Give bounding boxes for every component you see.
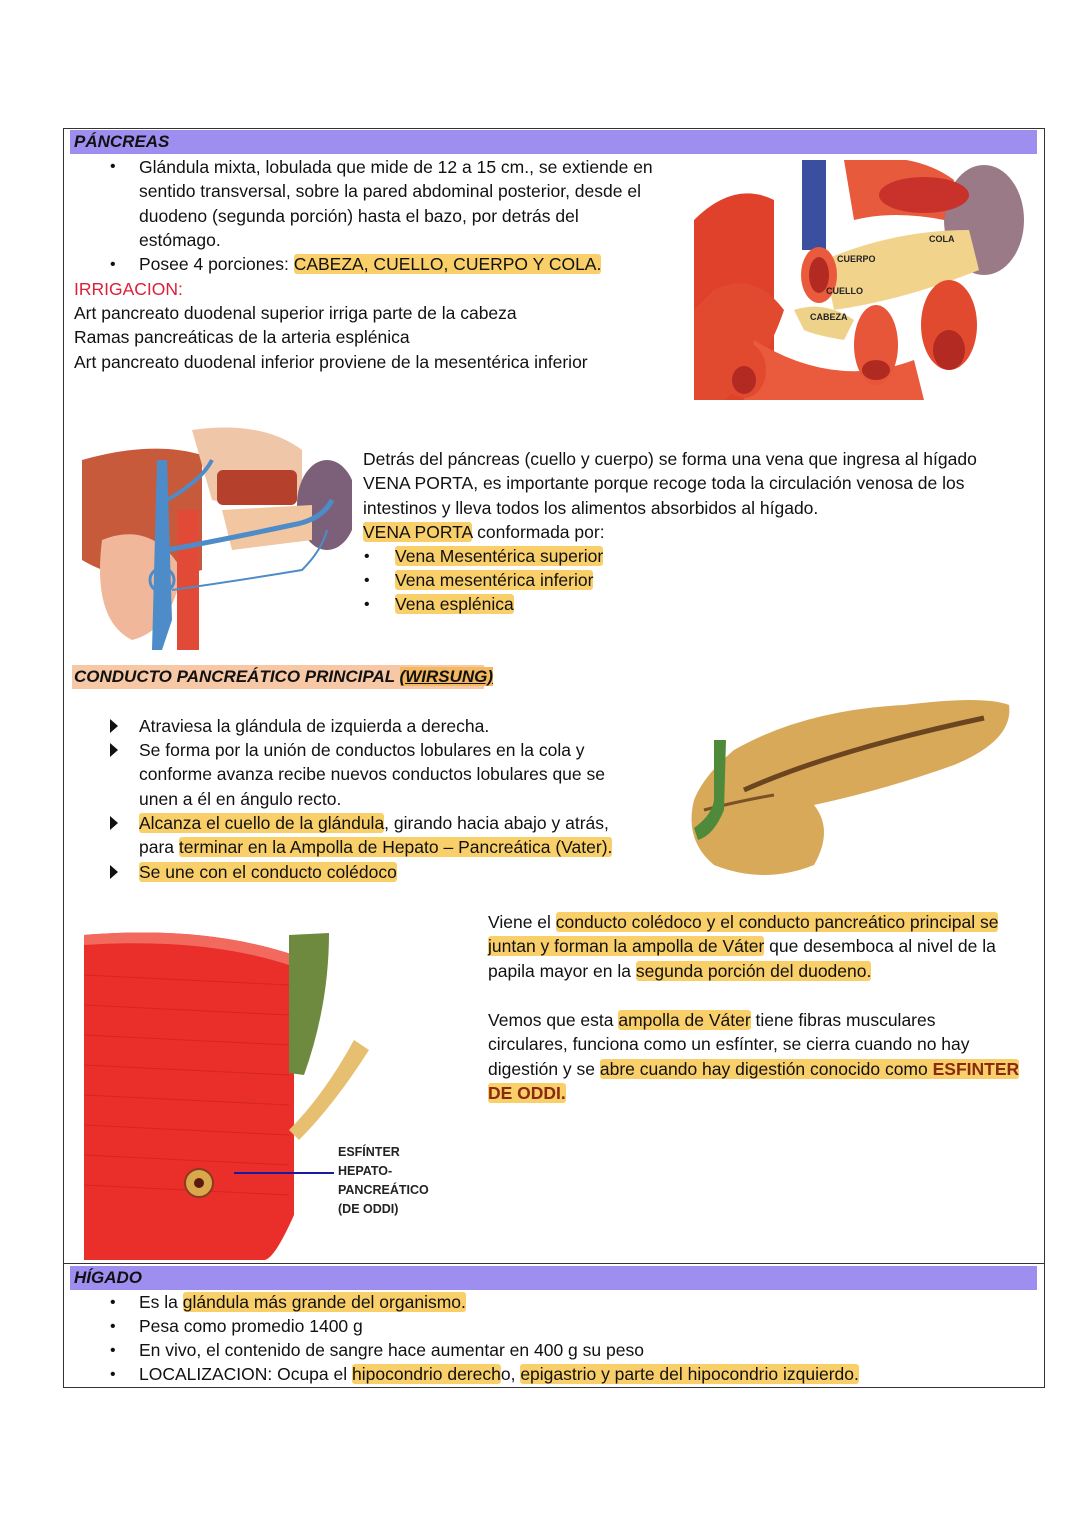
label-cabeza: CABEZA (810, 312, 848, 322)
highlight-text: juntan y forman la ampolla de Váter (488, 936, 765, 957)
triangle-bullet-icon (110, 719, 118, 738)
text-line: Glándula mixta, lobulada que mide de 12 a 15 cm., se extiende en (139, 157, 653, 177)
text-line (488, 934, 998, 958)
text-line (488, 1081, 1019, 1105)
highlight-text: conducto colédoco y el conducto pancreático principal se (555, 912, 999, 932)
highlight-text: glándula más grande del organismo. (182, 1292, 466, 1312)
vater-paragraph-1 (488, 910, 998, 983)
text-line (139, 835, 612, 859)
label-cuello: CUELLO (826, 286, 863, 296)
text: LOCALIZACION: Ocupa el (139, 1364, 352, 1384)
text: Viene el (488, 912, 556, 932)
text: o, (500, 1364, 521, 1384)
higado-bullet4 (139, 1362, 859, 1386)
wirsung-title (74, 665, 493, 689)
section-divider (63, 1263, 1045, 1264)
text-line: HEPATO- (338, 1164, 393, 1178)
irrigation-list (74, 301, 588, 374)
text-line: Art pancreato duodenal superior irriga parte de la cabeza (74, 303, 517, 323)
text: , girando hacia abajo y atrás, (384, 813, 609, 833)
portal-vein-image (72, 420, 352, 650)
text-line: intestinos y lleva todos los alimentos absorbidos al hígado. (363, 497, 819, 518)
text-line: Ramas pancreáticas de la arteria esplénica (74, 327, 410, 348)
text-line: ESFÍNTER (338, 1145, 400, 1159)
higado-bullet3: En vivo, el contenido de sangre hace aumentar en 400 g su peso (139, 1340, 644, 1360)
pancreatic-duct-image (684, 690, 1014, 885)
text-line: Art pancreato duodenal inferior proviene de la mesentérica inferior (74, 351, 588, 372)
vena-porta-item (395, 592, 514, 616)
text: CONDUCTO PANCREÁTICO PRINCIPAL (74, 667, 400, 686)
text-line (488, 959, 998, 983)
highlight-text: Alcanza el cuello de la glándula (139, 813, 385, 833)
bold-text: DE ODDI. (488, 1082, 566, 1103)
vater-paragraph-2 (488, 1008, 1019, 1105)
highlight-text: Vena Mesentérica superior (395, 546, 604, 566)
text: papila mayor en la (488, 960, 636, 981)
bullet-icon: • (110, 1294, 116, 1311)
text-line: Se forma por la unión de conductos lobulares en la cola y (139, 740, 585, 760)
pancreas-header-bar (70, 130, 1037, 154)
text-line: conforme avanza recibe nuevos conductos lobulares que se (139, 764, 605, 785)
wirsung-bullet3 (139, 811, 612, 860)
text: digestión y se (488, 1058, 600, 1079)
text: conformada por: (472, 521, 605, 542)
highlight-text: Vena mesentérica inferior (395, 570, 594, 590)
text-line (488, 1008, 1019, 1032)
text-line: Detrás del páncreas (cuello y cuerpo) se forma una vena que ingresa al hígado (363, 449, 977, 469)
sphincter-of-oddi-image (84, 925, 434, 1260)
higado-bullet2: Pesa como promedio 1400 g (139, 1316, 363, 1336)
highlight-text: Se une con el conducto colédoco (139, 862, 397, 882)
bullet-icon: • (364, 572, 370, 589)
higado-header-bar (70, 1266, 1037, 1290)
bullet-icon: • (364, 548, 370, 565)
highlight-text: (WIRSUNG) (399, 667, 494, 686)
highlight-text: epigastrio y parte del hipocondrio izquierdo. (520, 1364, 859, 1384)
pancreas-bullet2 (139, 252, 601, 276)
bullet-icon: • (110, 1318, 116, 1335)
irrigation-label: IRRIGACION: (74, 279, 183, 299)
highlight-text: ampolla de Váter (618, 1010, 751, 1030)
text: Posee 4 porciones: (139, 254, 294, 274)
text: abre cuando hay digestión conocido como (599, 1058, 933, 1079)
triangle-bullet-icon (110, 816, 118, 835)
highlight-text: CABEZA, CUELLO, CUERPO Y COLA. (293, 254, 602, 274)
wirsung-bullet2 (139, 738, 605, 811)
oddi-label (338, 1143, 429, 1219)
text-line: estómago. (139, 229, 221, 250)
highlight-text: VENA PORTA (363, 521, 473, 542)
text-line (363, 520, 977, 544)
pancreas-anatomy-image (694, 160, 1026, 400)
vena-porta-item (395, 544, 603, 568)
text-line: circulares, funciona como un esfínter, se cierra cuando no hay (488, 1034, 970, 1055)
text-line: unen a él en ángulo recto. (139, 788, 342, 809)
bullet-icon: • (364, 596, 370, 613)
bullet-icon: • (110, 158, 116, 175)
bullet-icon: • (110, 1342, 116, 1359)
text: para (139, 837, 179, 858)
text-line: VENA PORTA, es importante porque recoge toda la circulación venosa de los (363, 473, 965, 494)
text: tiene fibras musculares (750, 1010, 936, 1030)
wirsung-bullet1: Atraviesa la glándula de izquierda a derecha. (139, 716, 490, 736)
bullet-icon: • (110, 256, 116, 273)
triangle-bullet-icon (110, 743, 118, 762)
label-cola: COLA (929, 234, 955, 244)
text-line (488, 910, 998, 934)
text-line (488, 1057, 1019, 1081)
higado-title: HÍGADO (74, 1268, 142, 1287)
highlight-text: segunda porción del duodeno. (635, 960, 872, 981)
highlight-text: terminar en la Ampolla de Hepato – Pancreática (Vater). (178, 837, 613, 858)
text-line: sentido transversal, sobre la pared abdominal posterior, desde el (139, 181, 641, 202)
highlight-text (600, 1059, 1019, 1079)
text: Vemos que esta (488, 1010, 619, 1030)
pancreas-bullet1 (139, 155, 653, 252)
highlight-text: Vena esplénica (395, 594, 514, 614)
bold-text: ESFINTER (932, 1058, 1020, 1079)
bullet-icon: • (110, 1366, 116, 1383)
text: Es la (139, 1292, 183, 1312)
vena-porta-description (363, 447, 977, 544)
text-line (139, 811, 612, 835)
pancreas-title: PÁNCREAS (74, 132, 170, 151)
highlight-text: hipocondrio derech (352, 1364, 501, 1384)
text-line: (DE ODDI) (338, 1202, 399, 1216)
triangle-bullet-icon (110, 865, 118, 884)
text-line: PANCREÁTICO (338, 1183, 429, 1197)
text-line: duodeno (segunda porción) hasta el bazo, por detrás del (139, 205, 579, 226)
vena-porta-item (395, 568, 593, 592)
higado-bullet1 (139, 1290, 466, 1314)
label-cuerpo: CUERPO (837, 254, 876, 264)
wirsung-bullet4 (139, 860, 397, 884)
text: que desemboca al nivel de la (764, 936, 996, 957)
